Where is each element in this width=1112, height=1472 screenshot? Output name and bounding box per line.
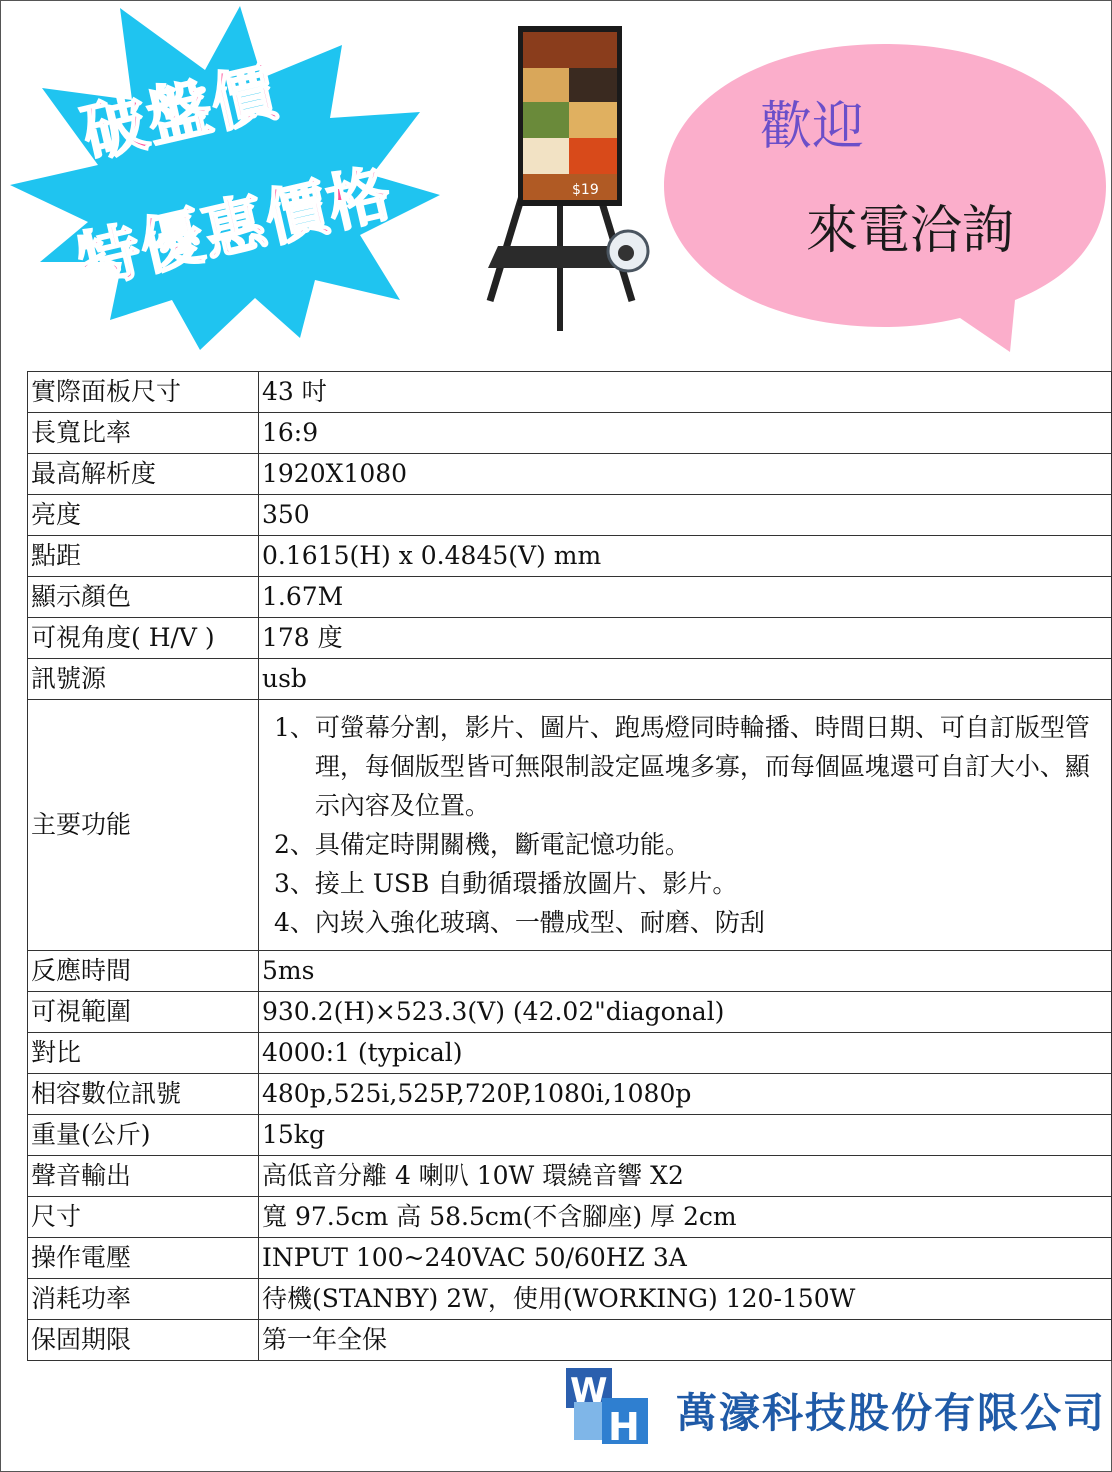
- logo-letter-h: H: [608, 1405, 640, 1446]
- spec-row: [28, 951, 1112, 992]
- spec-label: 操作電壓: [28, 1238, 259, 1279]
- spec-label: 長寬比率: [28, 413, 259, 454]
- feature-text: 接上 USB 自動循環播放圖片、影片。: [314, 869, 738, 898]
- spec-row: [28, 372, 1112, 413]
- spec-row-features: [28, 700, 1112, 951]
- spec-label: 保固期限: [28, 1320, 259, 1361]
- spec-row: [28, 1115, 1112, 1156]
- spec-value: usb: [259, 659, 1112, 700]
- spec-row: [28, 1074, 1112, 1115]
- spec-label: 最高解析度: [28, 454, 259, 495]
- spec-value: 43 吋: [259, 372, 1112, 413]
- feature-number: 2、: [274, 830, 315, 859]
- spec-label: 聲音輸出: [28, 1156, 259, 1197]
- spec-label: 訊號源: [28, 659, 259, 700]
- spec-value: 第一年全保: [259, 1320, 1112, 1361]
- feature-text: 可螢幕分割，影片、圖片、跑馬燈同時輪播、時間日期、可自訂版型管理，每個版型皆可無限制設定區塊多寡，而每個區塊還可自訂大小、顯示內容及位置。: [314, 713, 1090, 820]
- spec-value: 高低音分離 4 喇叭 10W 環繞音響 X2: [259, 1156, 1112, 1197]
- spec-label: 可視角度( H/V ): [28, 618, 259, 659]
- features-cell: [259, 700, 1112, 951]
- spec-value: 5ms: [259, 951, 1112, 992]
- spec-row: [28, 495, 1112, 536]
- logo-letter-w: W: [570, 1371, 608, 1411]
- spec-label: 重量(公斤): [28, 1115, 259, 1156]
- spec-row: [28, 536, 1112, 577]
- feature-item: [274, 903, 1108, 942]
- spec-value: 1920X1080: [259, 454, 1112, 495]
- spec-value: 350: [259, 495, 1112, 536]
- spec-value: 15kg: [259, 1115, 1112, 1156]
- spec-value: INPUT 100~240VAC 50/60HZ 3A: [259, 1238, 1112, 1279]
- spec-label: 實際面板尺寸: [28, 372, 259, 413]
- spec-value: 480p,525i,525P,720P,1080i,1080p: [259, 1074, 1112, 1115]
- spec-label: 消耗功率: [28, 1279, 259, 1320]
- feature-text: 內崁入強化玻璃、一體成型、耐磨、防刮: [314, 908, 765, 937]
- spec-label: 對比: [28, 1033, 259, 1074]
- promo-line-1: 破盤價: [75, 55, 286, 173]
- spec-table: [27, 371, 1112, 1361]
- promo-line-2: 特優惠價格: [71, 155, 400, 299]
- feature-item: [274, 708, 1108, 825]
- bubble-call-text: 來電洽詢: [806, 201, 1015, 261]
- spec-row: [28, 1238, 1112, 1279]
- spec-row: [28, 659, 1112, 700]
- spec-row: [28, 618, 1112, 659]
- spec-row: [28, 1279, 1112, 1320]
- feature-number: 3、: [274, 869, 315, 898]
- company-logo: [566, 1368, 648, 1446]
- feature-text: 具備定時開關機，斷電記憶功能。: [314, 830, 690, 859]
- spec-row: [28, 1320, 1112, 1361]
- company-name: 萬濠科技股份有限公司: [676, 1389, 1106, 1437]
- spec-label: 可視範圍: [28, 992, 259, 1033]
- feature-number: 1、: [274, 713, 315, 742]
- spec-row: [28, 1156, 1112, 1197]
- feature-item: [274, 825, 1108, 864]
- spec-label: 點距: [28, 536, 259, 577]
- spec-row: [28, 413, 1112, 454]
- spec-label: 尺寸: [28, 1197, 259, 1238]
- features-list: [262, 702, 1108, 948]
- spec-value: 4000:1 (typical): [259, 1033, 1112, 1074]
- spec-row: [28, 454, 1112, 495]
- spec-value: 0.1615(H) x 0.4845(V) mm: [259, 536, 1112, 577]
- feature-item: [274, 864, 1108, 903]
- spec-row: [28, 992, 1112, 1033]
- spec-label: 顯示顏色: [28, 577, 259, 618]
- spec-value: 178 度: [259, 618, 1112, 659]
- spec-value: 930.2(H)×523.3(V) (42.02"diagonal): [259, 992, 1112, 1033]
- spec-label: 主要功能: [28, 700, 259, 951]
- spec-row: [28, 577, 1112, 618]
- spec-row: [28, 1033, 1112, 1074]
- spec-label: 相容數位訊號: [28, 1074, 259, 1115]
- spec-value: 16:9: [259, 413, 1112, 454]
- feature-number: 4、: [274, 908, 315, 937]
- spec-label: 亮度: [28, 495, 259, 536]
- spec-row: [28, 1197, 1112, 1238]
- spec-label: 反應時間: [28, 951, 259, 992]
- spec-value: 寬 97.5cm 高 58.5cm(不含腳座) 厚 2cm: [259, 1197, 1112, 1238]
- spec-value: 待機(STANBY) 2W，使用(WORKING) 120-150W: [259, 1279, 1112, 1320]
- screen-price-label: $19: [572, 182, 599, 198]
- bubble-welcome-text: 歡迎: [760, 97, 865, 157]
- spec-value: 1.67M: [259, 577, 1112, 618]
